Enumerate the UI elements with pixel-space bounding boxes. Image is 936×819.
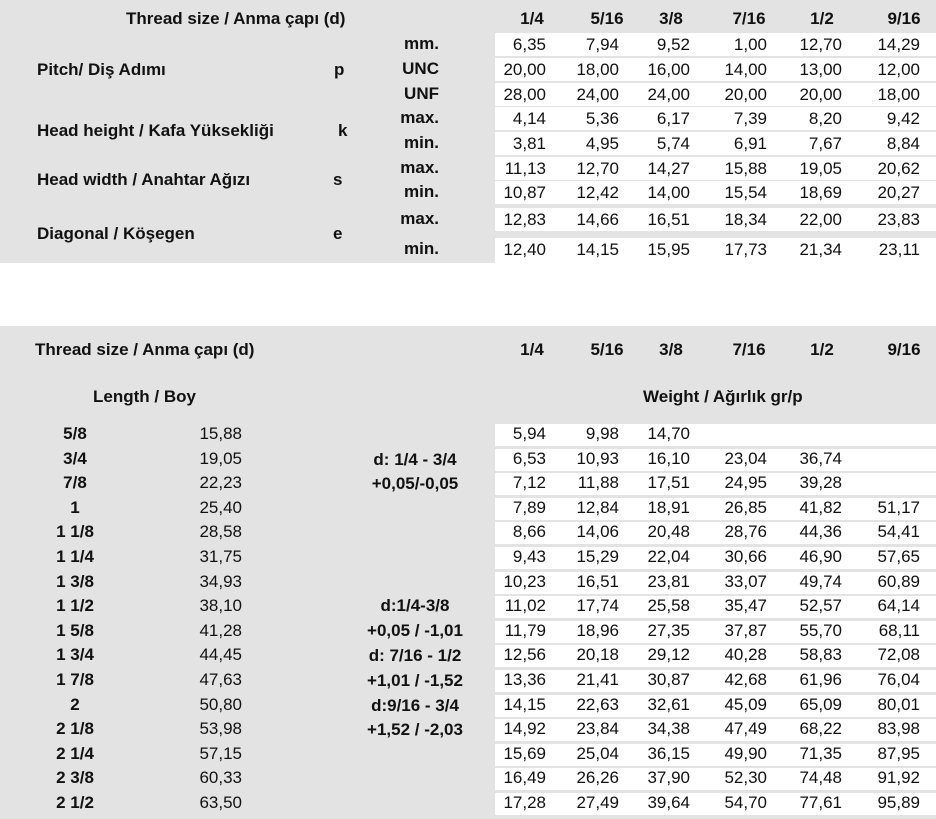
thread-size-label: Thread size / Anma çapı (d) — [35, 340, 255, 359]
length-mm: 41,28 — [199, 620, 242, 640]
value-cell: 18,34 — [724, 210, 767, 229]
value-cell: 18,69 — [799, 183, 842, 202]
value-cell: 19,05 — [799, 159, 842, 178]
weight-cell: 58,83 — [799, 645, 842, 665]
value-cell: 14,27 — [647, 159, 690, 178]
value-cell: 12,70 — [799, 35, 842, 54]
value-cell: 10,87 — [503, 183, 546, 202]
weight-cell: 20,48 — [647, 522, 690, 542]
length-mm: 15,88 — [199, 424, 242, 443]
size-header: 5/16 — [590, 340, 624, 359]
weight-cell: 61,96 — [799, 670, 842, 689]
size-header: 3/8 — [659, 9, 683, 28]
weight-cell: 13,36 — [503, 670, 546, 689]
length-inch: 1 1/8 — [56, 522, 94, 542]
tolerance-note: +0,05 / -1,01 — [367, 621, 463, 640]
weight-cell: 16,49 — [503, 768, 546, 788]
weight-cell: 20,18 — [576, 645, 619, 665]
length-mm: 25,40 — [199, 497, 242, 517]
weight-cell: 44,36 — [799, 522, 842, 542]
weight-table — [0, 326, 936, 819]
value-cell: 20,27 — [877, 183, 920, 202]
value-cell: 18,00 — [877, 85, 920, 104]
length-mm: 28,58 — [199, 522, 242, 542]
weight-cell: 87,95 — [877, 743, 920, 763]
length-inch: 1 1/4 — [56, 547, 94, 566]
value-cell: 21,34 — [799, 240, 842, 259]
weight-header: Weight / Ağırlık gr/p — [643, 387, 803, 406]
weight-cell: 14,70 — [647, 424, 690, 443]
weight-cell: 7,89 — [512, 497, 546, 517]
row-sub-label: mm. — [404, 34, 439, 53]
weight-cell: 14,15 — [503, 694, 546, 714]
weight-cell: 42,68 — [724, 670, 767, 689]
weight-cell: 39,64 — [647, 793, 690, 812]
group-label-head-height: Head height / Kafa Yüksekliği — [37, 121, 274, 140]
weight-cell: 36,74 — [799, 448, 842, 468]
weight-cell: 12,56 — [503, 645, 546, 665]
row-sub-label: max. — [400, 158, 439, 177]
value-cell: 14,00 — [647, 183, 690, 202]
size-header: 9/16 — [887, 340, 921, 359]
weight-cell: 21,41 — [576, 670, 619, 689]
value-cell: 20,00 — [503, 60, 546, 79]
row-sub-label: UNC — [402, 59, 439, 78]
value-cell: 18,00 — [576, 60, 619, 79]
group-symbol-head-height: k — [338, 121, 348, 140]
size-header: 9/16 — [887, 9, 921, 28]
weight-cell: 11,02 — [504, 596, 546, 616]
weight-cell: 12,84 — [576, 497, 619, 517]
value-cell: 24,00 — [647, 85, 690, 104]
group-symbol-pitch: p — [334, 60, 345, 79]
weight-cell: 34,38 — [647, 719, 690, 739]
weight-cell: 25,58 — [647, 596, 690, 616]
weight-cell: 95,89 — [877, 793, 920, 812]
value-cell: 16,51 — [647, 210, 690, 229]
group-label-pitch: Pitch/ Diş Adımı — [37, 60, 166, 79]
weight-cell: 10,93 — [576, 448, 619, 468]
value-cell: 28,00 — [503, 85, 546, 104]
weight-cell: 22,63 — [576, 694, 619, 714]
weight-cell: 26,85 — [724, 497, 767, 517]
value-cell: 12,83 — [503, 210, 546, 229]
value-cell: 12,70 — [576, 159, 619, 178]
tolerance-note: d:9/16 - 3/4 — [371, 696, 459, 715]
weight-cell: 65,09 — [799, 694, 842, 714]
weight-cell: 16,51 — [576, 571, 619, 591]
tolerance-note: d: 1/4 - 3/4 — [373, 450, 457, 469]
row-sub-label: max. — [400, 209, 439, 228]
size-header: 1/2 — [810, 340, 834, 359]
length-mm: 19,05 — [199, 448, 242, 468]
length-inch: 5/8 — [63, 424, 87, 443]
weight-cell: 9,43 — [512, 547, 546, 566]
value-cell: 9,42 — [886, 109, 920, 128]
weight-cell: 8,66 — [512, 522, 546, 542]
length-mm: 57,15 — [199, 743, 242, 763]
value-cell: 23,83 — [877, 210, 920, 229]
weight-cell: 37,90 — [647, 768, 690, 788]
value-cell: 15,54 — [724, 183, 767, 202]
weight-cell: 11,88 — [577, 473, 619, 493]
value-cell: 6,17 — [656, 109, 690, 128]
weight-cell: 37,87 — [724, 620, 767, 640]
value-cell: 7,94 — [585, 35, 619, 54]
group-label-head-width: Head width / Anahtar Ağızı — [37, 170, 251, 189]
value-cell: 4,95 — [585, 134, 619, 153]
weight-cell: 5,94 — [512, 424, 546, 443]
weight-cell: 74,48 — [799, 768, 842, 788]
tolerance-note: +1,01 / -1,52 — [367, 671, 463, 690]
weight-cell: 60,89 — [877, 571, 920, 591]
weight-cell: 28,76 — [724, 522, 767, 542]
value-cell: 23,11 — [878, 240, 920, 259]
length-inch: 1 — [70, 497, 80, 517]
weight-cell: 54,41 — [877, 522, 920, 542]
size-header: 7/16 — [732, 9, 766, 28]
row-sub-label: UNF — [404, 84, 439, 103]
weight-cell: 24,95 — [724, 473, 767, 493]
size-header: 3/8 — [659, 340, 683, 359]
weight-cell: 23,84 — [576, 719, 619, 739]
weight-cell: 46,90 — [799, 547, 842, 566]
length-mm: 34,93 — [199, 571, 242, 591]
weight-cell: 22,04 — [647, 547, 690, 566]
value-cell: 8,20 — [808, 109, 842, 128]
length-inch: 2 1/2 — [56, 793, 94, 812]
tolerance-note: d:1/4-3/8 — [380, 596, 450, 615]
weight-cell: 30,87 — [647, 670, 690, 689]
row-sub-label: min. — [404, 133, 439, 152]
value-cell: 15,95 — [647, 240, 690, 259]
weight-cell: 29,12 — [647, 645, 690, 665]
weight-cell: 36,15 — [647, 743, 690, 763]
weight-cell: 40,28 — [724, 645, 767, 665]
tolerance-note: +0,05/-0,05 — [371, 474, 459, 493]
value-cell: 20,62 — [877, 159, 920, 178]
weight-cell: 15,69 — [503, 743, 546, 763]
value-cell: 7,67 — [808, 134, 842, 153]
value-cell: 6,35 — [512, 35, 546, 54]
value-cell: 14,66 — [576, 210, 619, 229]
weight-cell: 49,90 — [724, 743, 767, 763]
weight-cell: 14,92 — [503, 719, 546, 739]
weight-cell: 76,04 — [877, 670, 920, 689]
weight-cell: 55,70 — [799, 620, 842, 640]
weight-cell: 35,47 — [724, 596, 767, 616]
weight-cell: 25,04 — [576, 743, 619, 763]
weight-cell: 33,07 — [724, 571, 767, 591]
weight-cell: 9,98 — [585, 424, 619, 443]
value-cell: 14,29 — [877, 35, 920, 54]
weight-cell: 30,66 — [724, 547, 767, 566]
weight-cell: 80,01 — [877, 694, 920, 714]
weight-cell: 52,30 — [724, 768, 767, 788]
weight-cell: 26,26 — [576, 768, 619, 788]
weight-cell: 91,92 — [877, 768, 920, 788]
weight-cell: 23,81 — [647, 571, 690, 591]
weight-cell: 47,49 — [724, 719, 767, 739]
size-header: 1/4 — [520, 340, 544, 359]
thread-size-label: Thread size / Anma çapı (d) — [126, 9, 346, 28]
weight-cell: 83,98 — [877, 719, 920, 739]
weight-cell: 17,28 — [503, 793, 546, 812]
tolerance-note: d: 7/16 - 1/2 — [368, 646, 462, 665]
value-cell: 13,00 — [799, 60, 842, 79]
value-cell: 24,00 — [576, 85, 619, 104]
weight-cell: 11,79 — [504, 620, 546, 640]
spec-table — [0, 0, 936, 263]
length-mm: 38,10 — [199, 596, 242, 616]
weight-cell: 49,74 — [799, 571, 842, 591]
weight-cell: 18,91 — [647, 497, 690, 517]
weight-cell: 71,35 — [799, 743, 842, 763]
length-inch: 7/8 — [63, 473, 87, 493]
weight-cell: 45,09 — [724, 694, 767, 714]
size-header: 1/2 — [810, 9, 834, 28]
value-cell: 9,52 — [656, 35, 690, 54]
weight-cell: 15,29 — [576, 547, 619, 566]
weight-cell: 77,61 — [799, 793, 842, 812]
weight-cell: 39,28 — [799, 473, 842, 493]
length-mm: 22,23 — [199, 473, 242, 493]
weight-cell: 6,53 — [512, 448, 546, 468]
length-inch: 2 1/8 — [56, 719, 94, 739]
value-cell: 5,74 — [656, 134, 690, 153]
weight-cell: 72,08 — [877, 645, 920, 665]
weight-cell: 16,10 — [647, 448, 690, 468]
value-cell: 12,00 — [877, 60, 920, 79]
weight-cell: 41,82 — [799, 497, 842, 517]
weight-cell: 57,65 — [877, 547, 920, 566]
weight-cell: 68,22 — [799, 719, 842, 739]
tolerance-note: +1,52 / -2,03 — [367, 720, 463, 739]
weight-cell: 7,12 — [512, 473, 546, 493]
weight-cell: 14,06 — [576, 522, 619, 542]
row-sub-label: min. — [404, 239, 439, 258]
length-inch: 2 3/8 — [56, 768, 94, 788]
length-inch: 1 1/2 — [56, 596, 94, 616]
weight-cell: 51,17 — [877, 497, 920, 517]
weight-cell: 27,49 — [576, 793, 619, 812]
length-mm: 60,33 — [199, 768, 242, 788]
weight-cell: 18,96 — [576, 620, 619, 640]
value-cell: 20,00 — [724, 85, 767, 104]
weight-cell: 27,35 — [647, 620, 690, 640]
value-cell: 17,73 — [724, 240, 767, 259]
value-cell: 4,14 — [512, 109, 546, 128]
length-mm: 53,98 — [199, 719, 242, 739]
length-inch: 2 — [70, 694, 80, 714]
value-cell: 14,00 — [724, 60, 767, 79]
weight-cell: 68,11 — [878, 620, 920, 640]
value-cell: 6,91 — [733, 134, 767, 153]
group-symbol-head-width: s — [333, 170, 343, 189]
length-inch: 2 1/4 — [56, 743, 94, 763]
length-mm: 50,80 — [199, 694, 242, 714]
length-inch: 1 5/8 — [56, 620, 94, 640]
length-inch: 1 3/8 — [56, 571, 94, 591]
row-sub-label: max. — [400, 108, 439, 127]
weight-cell: 17,51 — [647, 473, 690, 493]
length-mm: 31,75 — [199, 547, 242, 566]
value-cell: 5,36 — [585, 109, 619, 128]
row-sub-label: min. — [404, 182, 439, 201]
value-cell: 15,88 — [724, 159, 767, 178]
length-mm: 44,45 — [199, 645, 242, 665]
group-symbol-diagonal: e — [333, 224, 343, 243]
weight-cell: 54,70 — [724, 793, 767, 812]
value-cell: 14,15 — [576, 240, 619, 259]
group-label-diagonal: Diagonal / Köşegen — [37, 224, 195, 243]
weight-cell: 23,04 — [724, 448, 767, 468]
weight-cell: 17,74 — [576, 596, 619, 616]
value-cell: 8,84 — [886, 134, 920, 153]
length-header: Length / Boy — [93, 387, 196, 406]
weight-cell: 64,14 — [877, 596, 920, 616]
length-inch: 1 7/8 — [56, 670, 94, 689]
weight-cell: 52,57 — [799, 596, 842, 616]
value-cell: 12,42 — [576, 183, 619, 202]
value-cell: 20,00 — [799, 85, 842, 104]
value-cell: 3,81 — [512, 134, 546, 153]
value-cell: 7,39 — [733, 109, 767, 128]
weight-cell: 10,23 — [503, 571, 546, 591]
value-cell: 16,00 — [647, 60, 690, 79]
value-cell: 11,13 — [504, 159, 546, 178]
length-inch: 1 3/4 — [56, 645, 94, 665]
value-cell: 12,40 — [503, 240, 546, 259]
size-header: 1/4 — [520, 9, 544, 28]
length-inch: 3/4 — [63, 448, 87, 468]
value-cell: 1,00 — [733, 35, 767, 54]
weight-cell: 32,61 — [647, 694, 690, 714]
length-mm: 47,63 — [199, 670, 242, 689]
length-mm: 63,50 — [199, 793, 242, 812]
value-cell: 22,00 — [799, 210, 842, 229]
size-header: 5/16 — [590, 9, 624, 28]
size-header: 7/16 — [732, 340, 766, 359]
